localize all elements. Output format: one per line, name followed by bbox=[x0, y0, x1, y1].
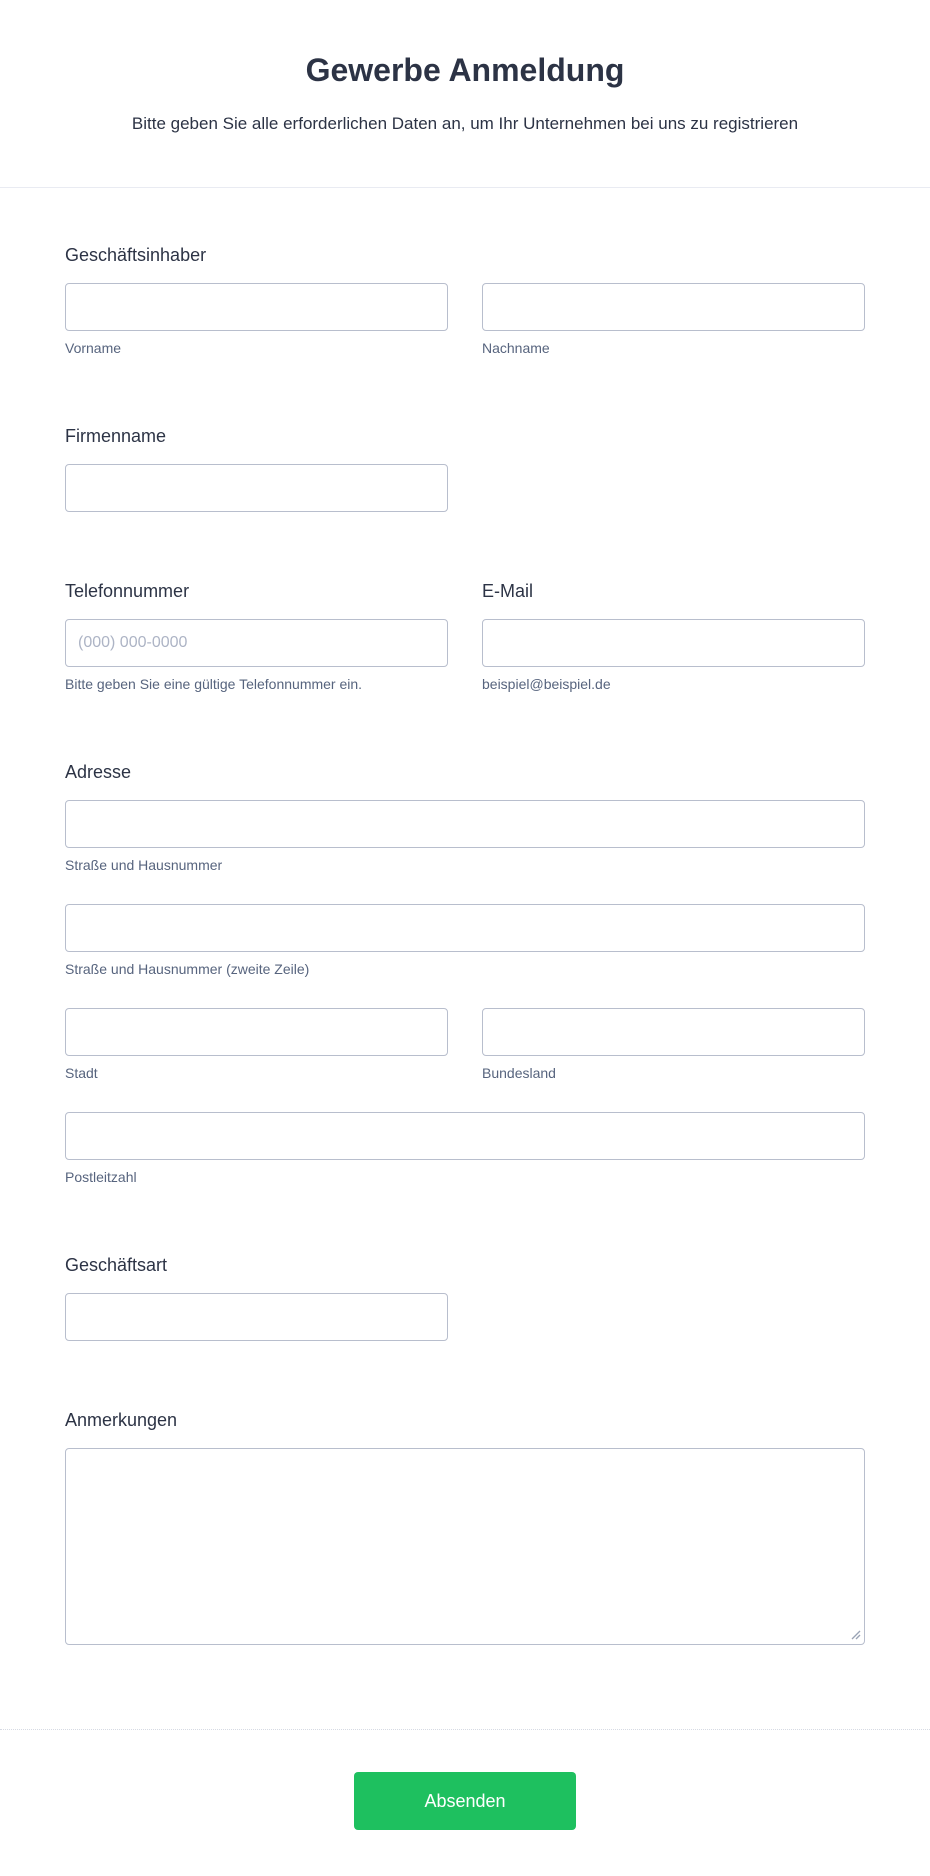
question-company-name bbox=[65, 425, 865, 512]
form-subtitle: Bitte geben Sie alle erforderlichen Daten an, um Ihr Unternehmen bei uns zu registrieren bbox=[131, 114, 799, 133]
email-field bbox=[482, 580, 865, 693]
postal-field bbox=[65, 1112, 865, 1186]
company-name-input[interactable] bbox=[65, 464, 448, 512]
last-name-input[interactable] bbox=[482, 283, 865, 331]
postal-sublabel: Postleitzahl bbox=[65, 1169, 137, 1185]
business-type-label: Geschäftsart bbox=[65, 1255, 168, 1275]
question-business-owner bbox=[65, 244, 865, 357]
question-address bbox=[65, 761, 865, 1186]
address-line1-input[interactable] bbox=[65, 800, 865, 848]
phone-sublabel: Bitte geben Sie eine gültige Telefonnummer ein. bbox=[65, 676, 363, 692]
state-sublabel: Bundesland bbox=[482, 1065, 556, 1081]
notes-textarea[interactable] bbox=[65, 1448, 865, 1645]
first-name-field bbox=[65, 283, 448, 357]
question-phone-email bbox=[65, 580, 865, 693]
notes-field bbox=[65, 1448, 865, 1645]
city-sublabel: Stadt bbox=[65, 1065, 98, 1081]
state-input[interactable] bbox=[482, 1008, 865, 1056]
submit-row bbox=[0, 1730, 930, 1876]
form-body bbox=[0, 188, 930, 1696]
phone-input[interactable] bbox=[65, 619, 448, 667]
form-title: Gewerbe Anmeldung bbox=[305, 52, 625, 88]
question-notes bbox=[65, 1409, 865, 1645]
phone-label: Telefonnummer bbox=[65, 581, 190, 601]
business-type-input[interactable] bbox=[65, 1293, 448, 1341]
city-field bbox=[65, 1008, 448, 1082]
address-line1-sublabel: Straße und Hausnummer bbox=[65, 857, 223, 873]
company-name-label: Firmenname bbox=[65, 426, 167, 446]
email-sublabel: beispiel@beispiel.de bbox=[482, 676, 611, 692]
first-name-sublabel: Vorname bbox=[65, 340, 122, 356]
city-input[interactable] bbox=[65, 1008, 448, 1056]
notes-label: Anmerkungen bbox=[65, 1410, 178, 1430]
address-label: Adresse bbox=[65, 762, 132, 782]
address-line2-field bbox=[65, 904, 865, 978]
email-input[interactable] bbox=[482, 619, 865, 667]
business-owner-label: Geschäftsinhaber bbox=[65, 245, 207, 265]
address-city-state-row bbox=[65, 1008, 865, 1082]
last-name-field bbox=[482, 283, 865, 357]
address-line1-field bbox=[65, 800, 865, 874]
question-business-type bbox=[65, 1254, 865, 1341]
address-line2-sublabel: Straße und Hausnummer (zweite Zeile) bbox=[65, 961, 310, 977]
address-line2-input[interactable] bbox=[65, 904, 865, 952]
state-field bbox=[482, 1008, 865, 1082]
form-header bbox=[0, 0, 930, 188]
postal-input[interactable] bbox=[65, 1112, 865, 1160]
first-name-input[interactable] bbox=[65, 283, 448, 331]
email-label: E-Mail bbox=[482, 581, 534, 601]
phone-field bbox=[65, 580, 448, 693]
last-name-sublabel: Nachname bbox=[482, 340, 550, 356]
submit-button[interactable]: Absenden bbox=[354, 1772, 576, 1830]
